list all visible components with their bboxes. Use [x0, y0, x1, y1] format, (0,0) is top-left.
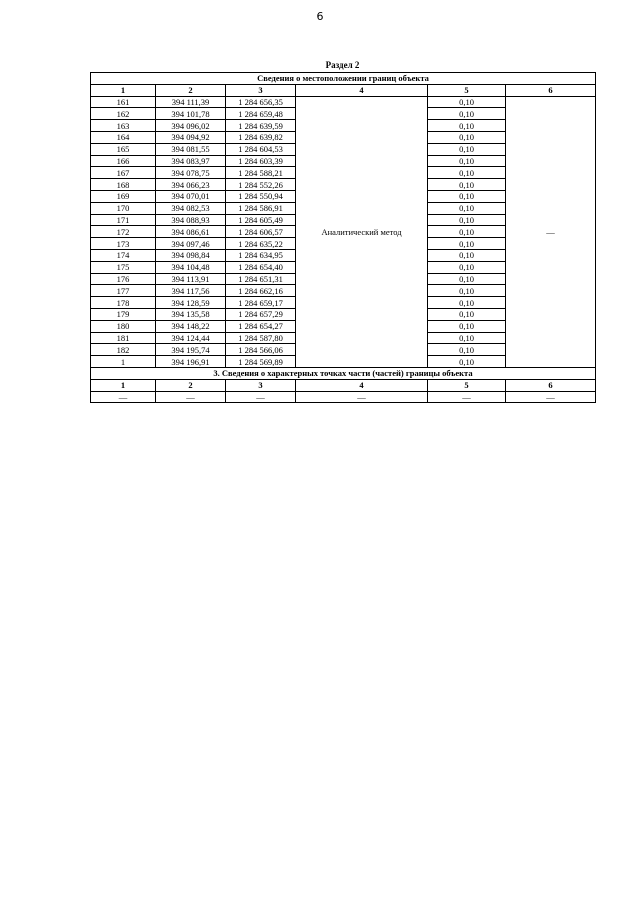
accuracy-value: 0,10: [428, 120, 506, 132]
accuracy-value: 0,10: [428, 297, 506, 309]
coordinate-y: 1 284 566,06: [226, 344, 296, 356]
column-number: 5: [428, 84, 506, 96]
point-number: 171: [91, 214, 156, 226]
point-number: 161: [91, 96, 156, 108]
accuracy-value: 0,10: [428, 261, 506, 273]
coordinate-y: 1 284 604,53: [226, 143, 296, 155]
coordinate-x: 394 098,84: [156, 249, 226, 261]
point-number: 182: [91, 344, 156, 356]
accuracy-value: 0,10: [428, 249, 506, 261]
accuracy-value: 0,10: [428, 332, 506, 344]
column-number: 6: [506, 379, 596, 391]
point-number: 175: [91, 261, 156, 273]
point-number: 168: [91, 179, 156, 191]
coordinate-x: 394 113,91: [156, 273, 226, 285]
column-number: 2: [156, 379, 226, 391]
section3-caption-row: [91, 367, 596, 379]
coordinate-x: 394 196,91: [156, 356, 226, 368]
accuracy-value: 0,10: [428, 167, 506, 179]
coordinate-y: 1 284 657,29: [226, 308, 296, 320]
column-number-row: [91, 84, 596, 96]
section3-caption: 3. Сведения о характерных точках части (частей) границы объекта: [91, 367, 596, 379]
point-number: 178: [91, 297, 156, 309]
coordinate-x: 394 096,02: [156, 120, 226, 132]
point-number: 174: [91, 249, 156, 261]
coordinate-x: 394 128,59: [156, 297, 226, 309]
accuracy-value: 0,10: [428, 143, 506, 155]
boundary-coordinates-table: [90, 72, 596, 403]
coordinate-y: 1 284 639,82: [226, 131, 296, 143]
coordinate-y: 1 284 587,80: [226, 332, 296, 344]
coordinate-x: 394 124,44: [156, 332, 226, 344]
column-number: 4: [296, 84, 428, 96]
coordinate-x: 394 117,56: [156, 285, 226, 297]
accuracy-value: 0,10: [428, 285, 506, 297]
coordinate-x: 394 066,23: [156, 179, 226, 191]
coordinate-y: 1 284 639,59: [226, 120, 296, 132]
column-number: 1: [91, 84, 156, 96]
section-title: Раздел 2: [325, 60, 360, 70]
coordinate-y: 1 284 651,31: [226, 273, 296, 285]
accuracy-value: 0,10: [428, 179, 506, 191]
coordinate-x: 394 086,61: [156, 226, 226, 238]
accuracy-value: 0,10: [428, 226, 506, 238]
accuracy-value: 0,10: [428, 190, 506, 202]
column-number: 3: [226, 379, 296, 391]
column-number: 3: [226, 84, 296, 96]
coordinate-x: 394 104,48: [156, 261, 226, 273]
coordinate-x: 394 088,93: [156, 214, 226, 226]
coordinate-y: 1 284 552,26: [226, 179, 296, 191]
coordinate-y: 1 284 605,49: [226, 214, 296, 226]
point-number: 173: [91, 238, 156, 250]
coordinate-y: 1 284 586,91: [226, 202, 296, 214]
accuracy-value: 0,10: [428, 96, 506, 108]
coordinate-x: 394 070,01: [156, 190, 226, 202]
point-number: 163: [91, 120, 156, 132]
column-number: 5: [428, 379, 506, 391]
coordinate-y: 1 284 606,57: [226, 226, 296, 238]
point-number: 176: [91, 273, 156, 285]
column-number: 2: [156, 84, 226, 96]
column-number: 1: [91, 379, 156, 391]
point-number: 169: [91, 190, 156, 202]
point-number: 177: [91, 285, 156, 297]
page-number: 6: [316, 10, 324, 23]
coordinate-y: 1 284 654,27: [226, 320, 296, 332]
method-cell: Аналитический метод: [296, 96, 428, 367]
point-number: 181: [91, 332, 156, 344]
coordinate-y: 1 284 662,16: [226, 285, 296, 297]
accuracy-value: 0,10: [428, 356, 506, 368]
empty-value: —: [506, 391, 596, 403]
coordinate-x: 394 083,97: [156, 155, 226, 167]
coordinate-x: 394 111,39: [156, 96, 226, 108]
accuracy-value: 0,10: [428, 308, 506, 320]
empty-value: —: [296, 391, 428, 403]
coordinate-y: 1 284 634,95: [226, 249, 296, 261]
accuracy-value: 0,10: [428, 320, 506, 332]
section3-column-number-row: [91, 379, 596, 391]
coordinate-y: 1 284 635,22: [226, 238, 296, 250]
point-number: 167: [91, 167, 156, 179]
coordinate-y: 1 284 659,17: [226, 297, 296, 309]
point-number: 179: [91, 308, 156, 320]
coordinate-x: 394 097,46: [156, 238, 226, 250]
coordinate-y: 1 284 656,35: [226, 96, 296, 108]
coordinate-y: 1 284 550,94: [226, 190, 296, 202]
table-caption-row: [91, 73, 596, 85]
coordinate-x: 394 078,75: [156, 167, 226, 179]
coordinate-y: 1 284 659,48: [226, 108, 296, 120]
accuracy-value: 0,10: [428, 202, 506, 214]
point-number: 170: [91, 202, 156, 214]
point-number: 172: [91, 226, 156, 238]
empty-value: —: [156, 391, 226, 403]
accuracy-value: 0,10: [428, 214, 506, 226]
coordinate-x: 394 082,53: [156, 202, 226, 214]
accuracy-value: 0,10: [428, 273, 506, 285]
empty-value: —: [91, 391, 156, 403]
coordinate-x: 394 101,78: [156, 108, 226, 120]
point-number: 164: [91, 131, 156, 143]
coordinate-x: 394 081,55: [156, 143, 226, 155]
column-number: 4: [296, 379, 428, 391]
table-row: [91, 96, 596, 108]
point-number: 162: [91, 108, 156, 120]
accuracy-value: 0,10: [428, 108, 506, 120]
accuracy-value: 0,10: [428, 344, 506, 356]
table-caption: Сведения о местоположении границ объекта: [91, 73, 596, 85]
section3-row: [91, 391, 596, 403]
empty-value: —: [226, 391, 296, 403]
empty-value: —: [428, 391, 506, 403]
point-number: 180: [91, 320, 156, 332]
column-6-cell: —: [506, 96, 596, 367]
coordinate-y: 1 284 603,39: [226, 155, 296, 167]
coordinate-x: 394 148,22: [156, 320, 226, 332]
coordinate-x: 394 195,74: [156, 344, 226, 356]
point-number: 1: [91, 356, 156, 368]
point-number: 166: [91, 155, 156, 167]
coordinate-y: 1 284 569,89: [226, 356, 296, 368]
coordinate-x: 394 135,58: [156, 308, 226, 320]
accuracy-value: 0,10: [428, 131, 506, 143]
coordinate-y: 1 284 588,21: [226, 167, 296, 179]
accuracy-value: 0,10: [428, 155, 506, 167]
accuracy-value: 0,10: [428, 238, 506, 250]
coordinate-y: 1 284 654,40: [226, 261, 296, 273]
coordinate-x: 394 094,92: [156, 131, 226, 143]
column-number: 6: [506, 84, 596, 96]
point-number: 165: [91, 143, 156, 155]
